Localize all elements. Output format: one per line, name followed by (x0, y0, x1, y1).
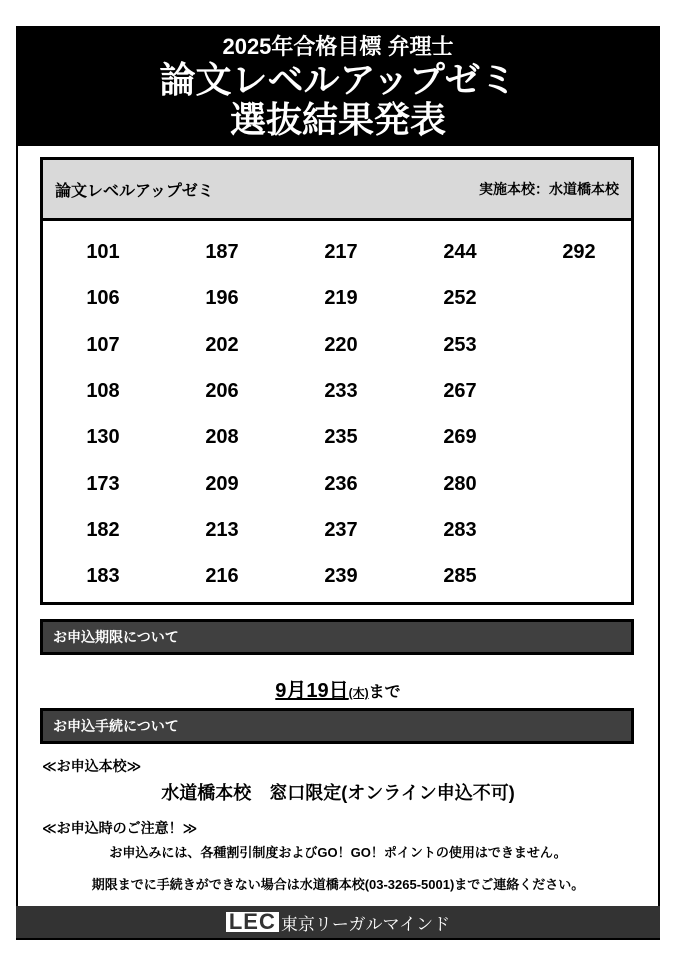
candidate-number: 107 (86, 333, 120, 356)
candidate-number: 213 (205, 518, 239, 541)
candidate-number: 206 (205, 379, 239, 402)
candidate-number: 233 (324, 379, 358, 402)
results-table (40, 157, 634, 605)
candidate-number: 183 (86, 565, 120, 588)
candidate-number: 292 (562, 241, 596, 263)
date-suffix: まで (368, 684, 401, 701)
weekday: (木) (348, 686, 369, 700)
candidate-number: 187 (205, 241, 239, 263)
candidate-number: 101 (86, 241, 120, 263)
page-title: 論文レベルアップゼミ (159, 59, 517, 100)
candidate-number: 217 (324, 241, 358, 263)
candidate-number: 209 (205, 472, 239, 495)
branch-label: ≪お申込本校≫ (42, 758, 142, 774)
candidate-number: 219 (324, 287, 358, 310)
candidate-number: 239 (324, 565, 358, 588)
candidate-number: 208 (205, 426, 239, 449)
deadline-heading: お申込期限について (40, 619, 634, 655)
lec-logo: LEC (226, 912, 279, 932)
venue: 実施本校：水道橋本校 (479, 181, 619, 197)
footer (16, 906, 660, 938)
candidate-number: 216 (205, 565, 239, 588)
candidate-number: 267 (443, 379, 477, 402)
candidate-number: 130 (86, 426, 120, 449)
table-header (43, 160, 631, 221)
branch: 水道橋本校 窓口限定(オンライン申込不可) (161, 783, 515, 803)
candidate-number: 253 (443, 333, 477, 356)
candidate-number: 285 (443, 565, 477, 588)
candidate-number: 202 (205, 333, 239, 356)
deadline-date (0, 674, 676, 703)
candidate-number: 237 (324, 518, 358, 541)
notes-label: ≪お申込時のご注意！≫ (42, 820, 198, 836)
candidate-number: 235 (324, 426, 358, 449)
candidate-number: 106 (86, 287, 120, 310)
candidate-number: 252 (443, 287, 477, 310)
candidate-number: 173 (86, 472, 120, 495)
candidate-number: 244 (443, 241, 477, 263)
date: 9月19日 (275, 680, 349, 702)
company-name: 東京リーガルマインド (280, 914, 451, 934)
candidate-number: 236 (324, 472, 358, 495)
candidate-number: 269 (443, 426, 477, 449)
note-1: お申込みには、各種割引制度およびGO！GO！ポイントの使用はできません。 (109, 845, 567, 860)
page-title-sub: 選抜結果発表 (229, 99, 446, 140)
candidate-number: 283 (443, 518, 477, 541)
candidate-number: 182 (86, 518, 120, 541)
table-title: 論文レベルアップゼミ (55, 182, 214, 200)
title-banner (16, 26, 660, 146)
procedure-heading: お申込手続について (40, 708, 634, 744)
note-2: 期限までに手続きができない場合は水道橋本校(03-3265-5001)までご連絡ください。 (91, 877, 585, 892)
candidate-number: 280 (443, 472, 477, 495)
candidate-number: 196 (205, 287, 239, 310)
subtitle: 2025年合格目標 弁理士 (222, 34, 454, 59)
candidate-number: 108 (86, 379, 120, 402)
candidate-number: 220 (324, 333, 358, 356)
